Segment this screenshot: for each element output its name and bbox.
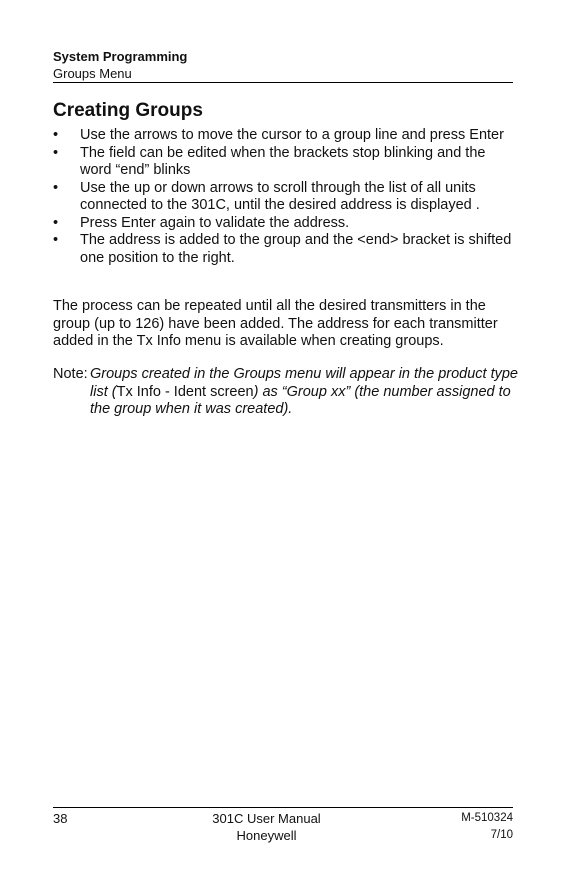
footer-divider — [53, 807, 513, 808]
header-divider — [53, 82, 513, 83]
page-footer — [53, 810, 513, 850]
bullet-icon: • — [53, 144, 59, 161]
note-text-part3: ) as “Group xx” (the number assigned to the group when it was created). — [90, 383, 511, 417]
bullet-icon: • — [53, 127, 59, 143]
note-text — [53, 366, 523, 419]
page-header — [53, 48, 513, 82]
list-item-text: The address is added to the group and the <end> bracket is shifted one position to the right. — [80, 232, 512, 266]
bullet-icon: • — [53, 232, 59, 248]
note-text-part1: Groups created in the Groups menu will appear in the product type list ( — [90, 366, 518, 400]
footer-right — [461, 810, 513, 844]
company-name: Honeywell — [236, 828, 297, 843]
revision-date: 7/10 — [490, 829, 513, 841]
note-block — [53, 366, 523, 419]
list-item — [53, 215, 518, 233]
body-paragraph: The process can be repeated until all the desired transmitters in the group (up to 126) have been added. The address for each transmitter added in the Tx Info menu is available when creating groups. — [53, 298, 498, 349]
bullet-icon: • — [53, 179, 59, 196]
list-item-text: Use the arrows to move the cursor to a group line and press Enter — [80, 127, 504, 143]
list-item — [53, 232, 518, 267]
page-title: Creating Groups — [53, 100, 203, 121]
list-item-text: The field can be edited when the brackets stop blinking and the word “end” blinks — [80, 144, 486, 178]
note-text-part2: Tx Info - Ident screen — [116, 383, 254, 400]
bullet-icon: • — [53, 214, 59, 231]
footer-center — [53, 810, 480, 844]
list-item-text: Press Enter again to validate the address. — [80, 214, 350, 231]
list-item — [53, 127, 518, 145]
manual-title: 301C User Manual — [212, 811, 321, 826]
list-item — [53, 145, 518, 180]
section-title: System Programming — [53, 49, 188, 64]
list-item — [53, 180, 518, 215]
note-label: Note: — [53, 366, 88, 382]
list-item-text: Use the up or down arrows to scroll through the list of all units connected to the 301C, until the desired address is displayed . — [80, 179, 480, 213]
page-number: 38 — [53, 811, 68, 826]
subsection-title: Groups Menu — [53, 66, 132, 81]
instruction-list — [53, 127, 518, 267]
document-number: M-510324 — [461, 812, 513, 824]
